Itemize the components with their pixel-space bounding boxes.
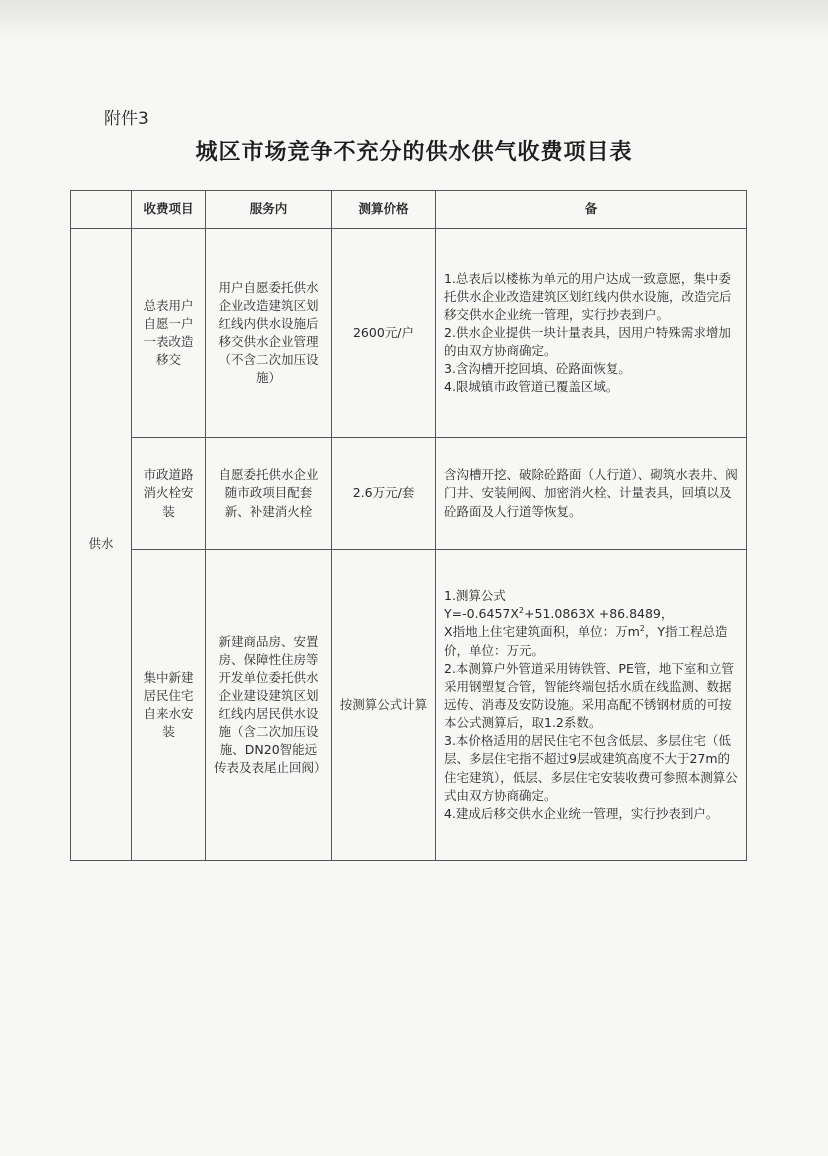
page-title: 城区市场竞争不充分的供水供气收费项目表 (195, 139, 633, 165)
formula-exponent: 2 (518, 606, 525, 616)
note-cell (436, 550, 747, 861)
formula-desc-suffix: ，Y指工程总造价，单位：万元。 (444, 624, 728, 658)
service-cell: 自愿委托供水企业随市政项目配套新、补建消火栓 (206, 438, 332, 550)
item-cell: 集中新建居民住宅自来水安装 (132, 550, 206, 861)
table-header-row (71, 191, 747, 229)
note-cell (436, 438, 747, 550)
note-line: 2.本测算户外管道采用铸铁管、PE管，地下室和立管采用钢塑复合管，智能终端包括水质在线监测、数据远传、消毒及安防设施。采用高配不锈钢材质的可按本公式测算后，取1.2系数。 (444, 660, 734, 731)
header-price: 测算价格 (332, 191, 436, 229)
formula-line (444, 605, 738, 623)
table-row (71, 438, 747, 550)
category-cell: 供水 (71, 229, 132, 861)
price-cell: 按测算公式计算 (332, 550, 436, 861)
note-line: 4.建成后移交供水企业统一管理，实行抄表到户。 (444, 805, 719, 821)
attachment-label: 附件3 (104, 109, 149, 129)
item-cell: 总表用户自愿一户一表改造移交 (132, 229, 206, 438)
price-cell: 2600元/户 (332, 229, 436, 438)
fee-table (70, 190, 747, 861)
note-line: 1.总表后以楼栋为单元的用户达成一致意愿，集中委托供水企业改造建筑区划红线内供水设施，改造完后移交供水企业统一管理，实行抄表到户。 (444, 270, 732, 322)
formula-description (444, 623, 738, 659)
price-cell: 2.6万元/套 (332, 438, 436, 550)
note-line: 含沟槽开挖、破除砼路面（人行道）、砌筑水表井、阀门井、安装闸阀、加密消火栓、计量表具，回填以及砼路面及人行道等恢复。 (444, 467, 738, 519)
header-item: 收费项目 (132, 191, 206, 229)
scan-shadow (0, 0, 828, 40)
note-line: 2.供水企业提供一块计量表具，因用户特殊需求增加的由双方协商确定。 (444, 324, 731, 359)
formula-desc-exponent: 2 (639, 624, 645, 634)
header-note: 备 (436, 191, 747, 229)
note-line: 1.测算公式 (444, 588, 506, 604)
note-line: 3.本价格适用的居民住宅不包含低层、多层住宅（低层、多层住宅指不超过9层或建筑高度不大于27m的住宅建筑），低层、多层住宅安装收费可参照本测算公式由双方协商确定。 (444, 733, 738, 803)
note-line: 3.含沟槽开挖回填、砼路面恢复。 (444, 361, 631, 377)
formula-prefix: Y=-0.6457X (444, 606, 519, 622)
service-cell: 新建商品房、安置房、保障性住房等开发单位委托供水企业建设建筑区划红线内居民供水设施（含二次加压设施、DN20智能远传表及表尾止回阀） (206, 550, 332, 861)
header-service: 服务内 (206, 191, 332, 229)
formula-desc-prefix: X指地上住宅建筑面积，单位：万m (444, 624, 640, 640)
table-row (71, 229, 747, 438)
formula-suffix: +51.0863X +86.8489， (524, 606, 674, 622)
note-line: 4.限城镇市政管道已覆盖区域。 (444, 379, 619, 395)
header-category (71, 191, 132, 229)
note-cell (436, 229, 747, 438)
service-cell: 用户自愿委托供水企业改造建筑区划红线内供水设施后移交供水企业管理（不含二次加压设施） (206, 229, 332, 438)
item-cell: 市政道路消火栓安装 (132, 438, 206, 550)
table-row (71, 550, 747, 861)
